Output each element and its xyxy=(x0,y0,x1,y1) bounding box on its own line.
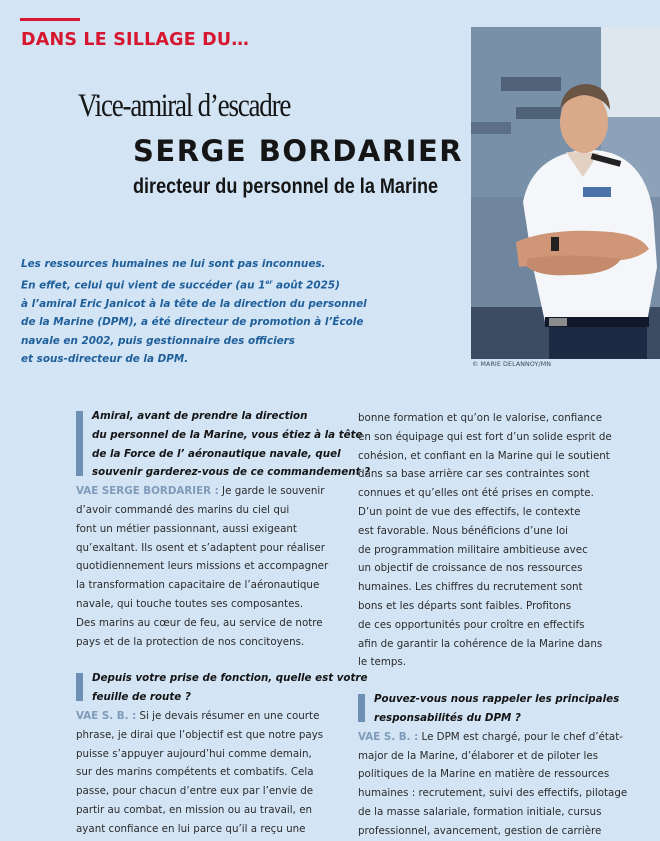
answer-line: font un métier passionnant, aussi exigeant xyxy=(76,522,297,535)
answer-line: navale, qui touche toutes ses composantes. xyxy=(76,597,304,610)
question-line: de la Force de l’ aéronautique navale, quel xyxy=(92,447,341,460)
speaker-label: VAE S. B. : xyxy=(358,730,419,743)
answer-line: d’avoir commandé des marins du ciel qui xyxy=(76,503,290,516)
answer-line: Des marins au cœur de feu, au service de notre xyxy=(76,616,323,629)
answer-line: bonne formation et qu’on le valorise, confiance xyxy=(358,412,603,424)
question-marker xyxy=(76,673,83,701)
answer-line: phrase, je dirai que l’objectif est que notre pays xyxy=(76,728,324,741)
intro-line xyxy=(21,274,340,295)
answer-line: bons et les départs sont faibles. Profitons xyxy=(358,599,572,612)
question-3 xyxy=(358,690,638,728)
answer-line: qu’exaltant. Ils osent et s’adaptent pour réaliser xyxy=(76,541,325,554)
answer-line xyxy=(76,482,356,501)
answer-line: de ces opportunités pour croître en effectifs xyxy=(358,618,585,631)
answer-line: connues et qu’elles ont été prises en compte. xyxy=(358,487,594,500)
answer-line: politiques de la Marine en matière de ressources xyxy=(358,768,610,781)
question-line: souvenir garderez-vous de ce commandement ? xyxy=(92,466,371,479)
answer-2-continued xyxy=(358,409,638,672)
question-2 xyxy=(76,669,368,707)
answer-line: quotidiennement leurs missions et accompagner xyxy=(76,560,329,573)
section-rule xyxy=(20,18,80,21)
answer-line: puisse s’appuyer aujourd’hui comme demain, xyxy=(76,747,312,760)
answer-line: dans sa base arrière car ses contraintes sont xyxy=(358,468,590,481)
answer-line: afin de garantir la cohérence de la Marine dans xyxy=(358,637,603,650)
answer-line xyxy=(358,728,638,747)
answer-line: partir au combat, en mission ou au travail, en xyxy=(76,803,313,816)
answer-line: humaines : recrutement, suivi des effectifs, pilotage xyxy=(358,787,628,800)
portrait-illustration xyxy=(471,27,660,359)
intro-line: navale en 2002, puis gestionnaire des officiers xyxy=(21,334,295,347)
question-marker xyxy=(358,694,365,722)
question-line: feuille de route ? xyxy=(92,691,191,704)
answer-line: sur des marins compétents et combatifs. Cela xyxy=(76,766,314,779)
question-line: Amiral, avant de prendre la direction xyxy=(92,410,308,422)
answer-text: Si je devais résumer en une courte xyxy=(136,709,320,722)
rank-title: Vice-amiral d’escadre xyxy=(78,88,291,124)
portrait-photo xyxy=(471,27,660,359)
answer-line: ayant confiance en lui parce qu’il a reçu une xyxy=(76,822,306,835)
answer-line: professionnel, avancement, gestion de carrière xyxy=(358,824,602,837)
answer-line: pays et de la protection de nos concitoyens. xyxy=(76,635,305,648)
answer-line: le temps. xyxy=(358,656,407,669)
speaker-label: VAE SERGE BORDARIER : xyxy=(76,485,219,498)
question-marker xyxy=(76,411,83,476)
intro-line: de la Marine (DPM), a été directeur de promotion à l’École xyxy=(21,316,364,329)
ordinal-sup: er xyxy=(265,278,273,286)
answer-text: Le DPM est chargé, pour le chef d’état- xyxy=(418,730,623,743)
section-kicker: DANS LE SILLAGE DU… xyxy=(21,30,250,50)
answer-line: D’un point de vue des effectifs, le contexte xyxy=(358,505,581,518)
intro-line: Les ressources humaines ne lui sont pas inconnues. xyxy=(21,258,326,270)
intro-line: à l’amiral Eric Janicot à la tête de la direction du personnel xyxy=(21,297,367,310)
answer-line: en son équipage qui est fort d’un solide esprit de xyxy=(358,430,612,443)
question-line: responsabilités du DPM ? xyxy=(374,711,521,724)
interview-column-right xyxy=(358,409,638,841)
answer-line: un objectif de croissance de nos ressources xyxy=(358,562,583,575)
question-1 xyxy=(76,407,371,482)
answer-line: major de la Marine, d’élaborer et de piloter les xyxy=(358,749,599,762)
answer-line: de programmation militaire ambitieuse avec xyxy=(358,543,588,556)
intro-line: et sous-directeur de la DPM. xyxy=(21,353,189,366)
intro-line-tail: août 2025) xyxy=(272,279,340,292)
answer-2 xyxy=(76,707,356,839)
answer-text: Je garde le souvenir xyxy=(218,485,325,498)
answer-line: est favorable. Nous bénéficions d’une loi xyxy=(358,524,569,537)
intro-paragraph xyxy=(21,255,367,369)
question-line: Pouvez-vous nous rappeler les principales xyxy=(374,693,620,706)
answer-line: de la masse salariale, formation initiale, cursus xyxy=(358,805,602,818)
intro-line-text: En effet, celui qui vient de succéder (au 1 xyxy=(21,279,266,292)
answer-line: cohésion, et confiant en la Marine qui le soutient xyxy=(358,449,610,462)
answer-line: humaines. Les chiffres du recrutement sont xyxy=(358,581,583,594)
answer-line: la transformation capacitaire de l’aéronautique xyxy=(76,579,320,592)
photo-credit: © MARIE DELANNOY/MN xyxy=(472,361,552,368)
answer-line xyxy=(76,707,356,726)
question-line: Depuis votre prise de fonction, quelle est votre xyxy=(92,672,368,685)
person-name: SERGE BORDARIER xyxy=(133,134,464,168)
answer-line: passe, pour chacun d’entre eux par l’envie de xyxy=(76,785,314,798)
person-role: directeur du personnel de la Marine xyxy=(133,175,439,198)
interview-column-left xyxy=(76,407,371,839)
question-line: du personnel de la Marine, vous étiez à la tête xyxy=(92,428,363,441)
speaker-label: VAE S. B. : xyxy=(76,709,137,722)
answer-1 xyxy=(76,482,356,651)
